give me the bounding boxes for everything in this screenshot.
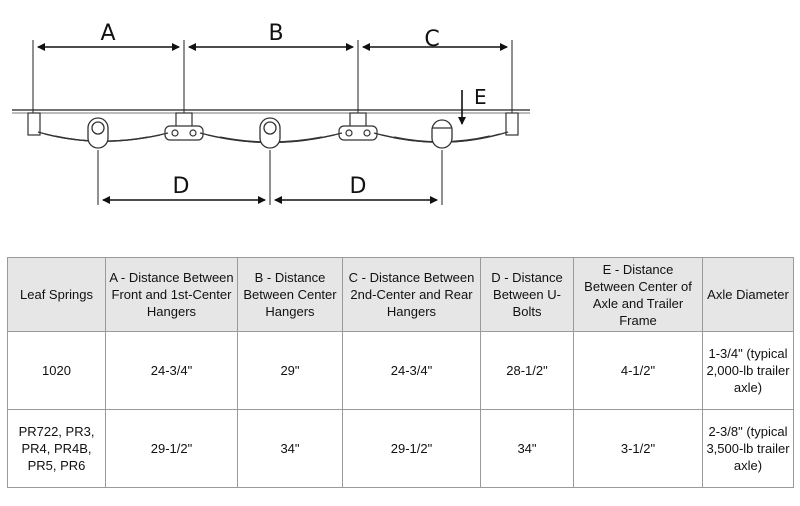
- trailer-frame: [12, 110, 530, 113]
- header-dimension-d: D - Distance Between U-Bolts: [481, 258, 574, 332]
- table-header-row: [8, 258, 794, 332]
- label-a: A: [100, 21, 116, 46]
- cell-leaf-springs: PR722, PR3, PR4, PR4B, PR5, PR6: [8, 410, 106, 488]
- cell-dimension-d: 28-1/2": [481, 332, 574, 410]
- cell-axle-diameter: 1-3/4" (typical 2,000-lb trailer axle): [703, 332, 794, 410]
- label-d1: D: [172, 174, 190, 199]
- cell-dimension-c: 29-1/2": [343, 410, 481, 488]
- table-row: [8, 410, 794, 488]
- cell-dimension-e: 3-1/2": [574, 410, 703, 488]
- label-c: C: [424, 27, 440, 52]
- header-dimension-c: C - Distance Between 2nd-Center and Rear Hangers: [343, 258, 481, 332]
- label-e: E: [474, 85, 487, 109]
- header-leaf-springs: Leaf Springs: [8, 258, 106, 332]
- table-row: [8, 332, 794, 410]
- cell-dimension-b: 34": [238, 410, 343, 488]
- cell-dimension-e: 4-1/2": [574, 332, 703, 410]
- cell-dimension-c: 24-3/4": [343, 332, 481, 410]
- header-dimension-a: A - Distance Between Front and 1st-Center Hangers: [106, 258, 238, 332]
- header-dimension-e: E - Distance Between Center of Axle and Trailer Frame: [574, 258, 703, 332]
- label-b: B: [268, 21, 284, 46]
- header-dimension-b: B - Distance Between Center Hangers: [238, 258, 343, 332]
- cell-dimension-a: 24-3/4": [106, 332, 238, 410]
- axles: [88, 118, 452, 148]
- cell-dimension-d: 34": [481, 410, 574, 488]
- label-d2: D: [349, 174, 367, 199]
- cell-leaf-springs: 1020: [8, 332, 106, 410]
- cell-dimension-b: 29": [238, 332, 343, 410]
- cell-axle-diameter: 2-3/8" (typical 3,500-lb trailer axle): [703, 410, 794, 488]
- leaf-spring-spec-table: [7, 257, 794, 488]
- cell-dimension-a: 29-1/2": [106, 410, 238, 488]
- leaf-spring-diagram: [0, 0, 800, 250]
- header-axle-diameter: Axle Diameter: [703, 258, 794, 332]
